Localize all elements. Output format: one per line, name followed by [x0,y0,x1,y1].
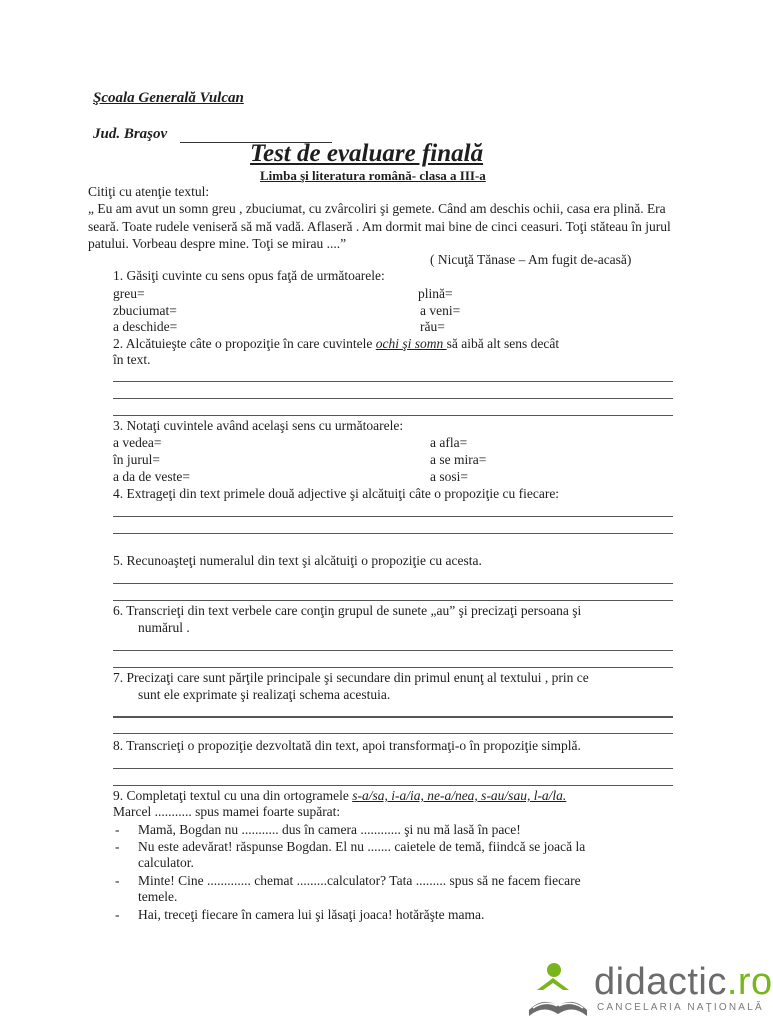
q3-word: a se mira= [430,452,487,467]
q2-prefix: 2. Alcătuieşte câte o propoziţie în care cuvintele [113,336,376,351]
q3-word: a vedea= [113,435,162,450]
school-name: Şcoala Generală Vulcan [93,90,244,106]
logo-tld: .ro [726,961,773,1003]
answer-line [113,516,673,517]
q3-word: în jurul= [113,452,160,467]
reader-figure-icon [527,960,591,1022]
q9-prefix: 9. Completaţi textul cu una din ortogramele [113,788,353,803]
dialog-dash: - [115,822,120,837]
answer-line [113,398,673,399]
q1-word: zbuciumat= [113,303,177,318]
q3-word: a sosi= [430,469,468,484]
q1-word: rău= [420,319,445,334]
logo-tagline: CANCELARIA NAŢIONALĂ [597,1002,764,1013]
question-5: 5. Recunoaşteţi numeralul din text şi alcătuiţi o propoziţie cu acesta. [113,553,482,568]
answer-line [113,650,673,651]
answer-line [113,533,673,534]
reading-instruction: Citiţi cu atenţie textul: [88,184,210,199]
q3-word: a da de veste= [113,469,190,484]
q1-word: a deschide= [113,319,178,334]
q9-line: calculator. [138,855,194,870]
question-2 [113,336,559,352]
answer-line [113,415,673,416]
q1-word: greu= [113,286,145,301]
q9-line: Hai, treceţi fiecare în camera lui şi lăsaţi joaca! hotărăşte mama. [138,907,485,922]
q1-word: plină= [418,286,453,301]
question-9 [113,788,566,804]
q1-word: a veni= [420,303,461,318]
answer-line [113,733,673,734]
dialog-dash: - [115,907,120,922]
answer-line [113,667,673,668]
logo-name: didactic [594,961,727,1003]
dialog-dash: - [115,873,120,888]
q9-line: Mamă, Bogdan nu ........... dus în camera ............ şi nu mă lasă în pace! [138,822,521,837]
county-name: Jud. Braşov [93,126,168,142]
didactic-logo [527,960,773,1024]
question-4: 4. Extrageţi din text primele două adjective şi alcătuiţi câte o propoziţie cu fiecare: [113,486,560,501]
q9-line: Nu este adevărat! răspunse Bogdan. El nu ....... caietele de temă, fiindcă se joacă la [138,839,586,854]
question-6-line2: numărul . [138,620,190,635]
q9-line: Marcel ........... spus mamei foarte supărat: [113,804,341,819]
logo-wordmark [594,962,773,1002]
answer-line [113,785,673,786]
q3-word: a afla= [430,435,468,450]
question-8: 8. Transcrieţi o propoziţie dezvoltată din text, apoi transformaţi-o în propoziţie simplă. [113,738,581,753]
question-1: 1. Găsiţi cuvinte cu sens opus faţă de următoarele: [113,268,385,283]
reading-source: ( Nicuţă Tănase – Am fugit de-acasă) [430,252,632,267]
answer-line [113,583,673,584]
question-7-line2: sunt ele exprimate şi realizaţi schema acestuia. [138,687,391,702]
q2-suffix: să aibă alt sens decât [446,336,560,351]
answer-line [113,768,673,769]
answer-line [113,716,673,718]
dialog-dash: - [115,839,120,854]
q9-line: Minte! Cine ............. chemat .........calculator? Tata ......... spus să ne facem fiecare [138,873,581,888]
answer-line [113,381,673,382]
question-2-line2: în text. [113,352,151,367]
page-title: Test de evaluare finală [250,140,484,167]
question-7: 7. Precizaţi care sunt părţile principale şi secundare din primul enunţ al textului , prin ce [113,670,589,685]
answer-line [113,600,673,601]
page-subtitle: Limba şi literatura română- clasa a III-a [260,168,486,183]
q9-line: temele. [138,889,178,904]
q2-words: ochi şi somn [375,336,447,351]
q9-orthograms: s-a/sa, i-a/ia, ne-a/nea, s-au/sau, l-a/la. [352,788,567,803]
question-3: 3. Notaţi cuvintele având acelaşi sens cu următoarele: [113,418,404,433]
question-6: 6. Transcrieţi din text verbele care conţin grupul de sunete „au” şi precizaţi persoana şi [113,603,582,618]
reading-passage: „ Eu am avut un somn greu , zbuciumat, cu zvârcoliri şi gemete. Când am deschis ochii, casa era plină. Era seară. Toate rudele veniseră să mă vadă. Aflaseră . Am dormit mai bine de cinci ceasuri. Toţi stăteau în jurul patului. Vorbeau despre mine. Toţi se mirau ....” [88,201,671,251]
